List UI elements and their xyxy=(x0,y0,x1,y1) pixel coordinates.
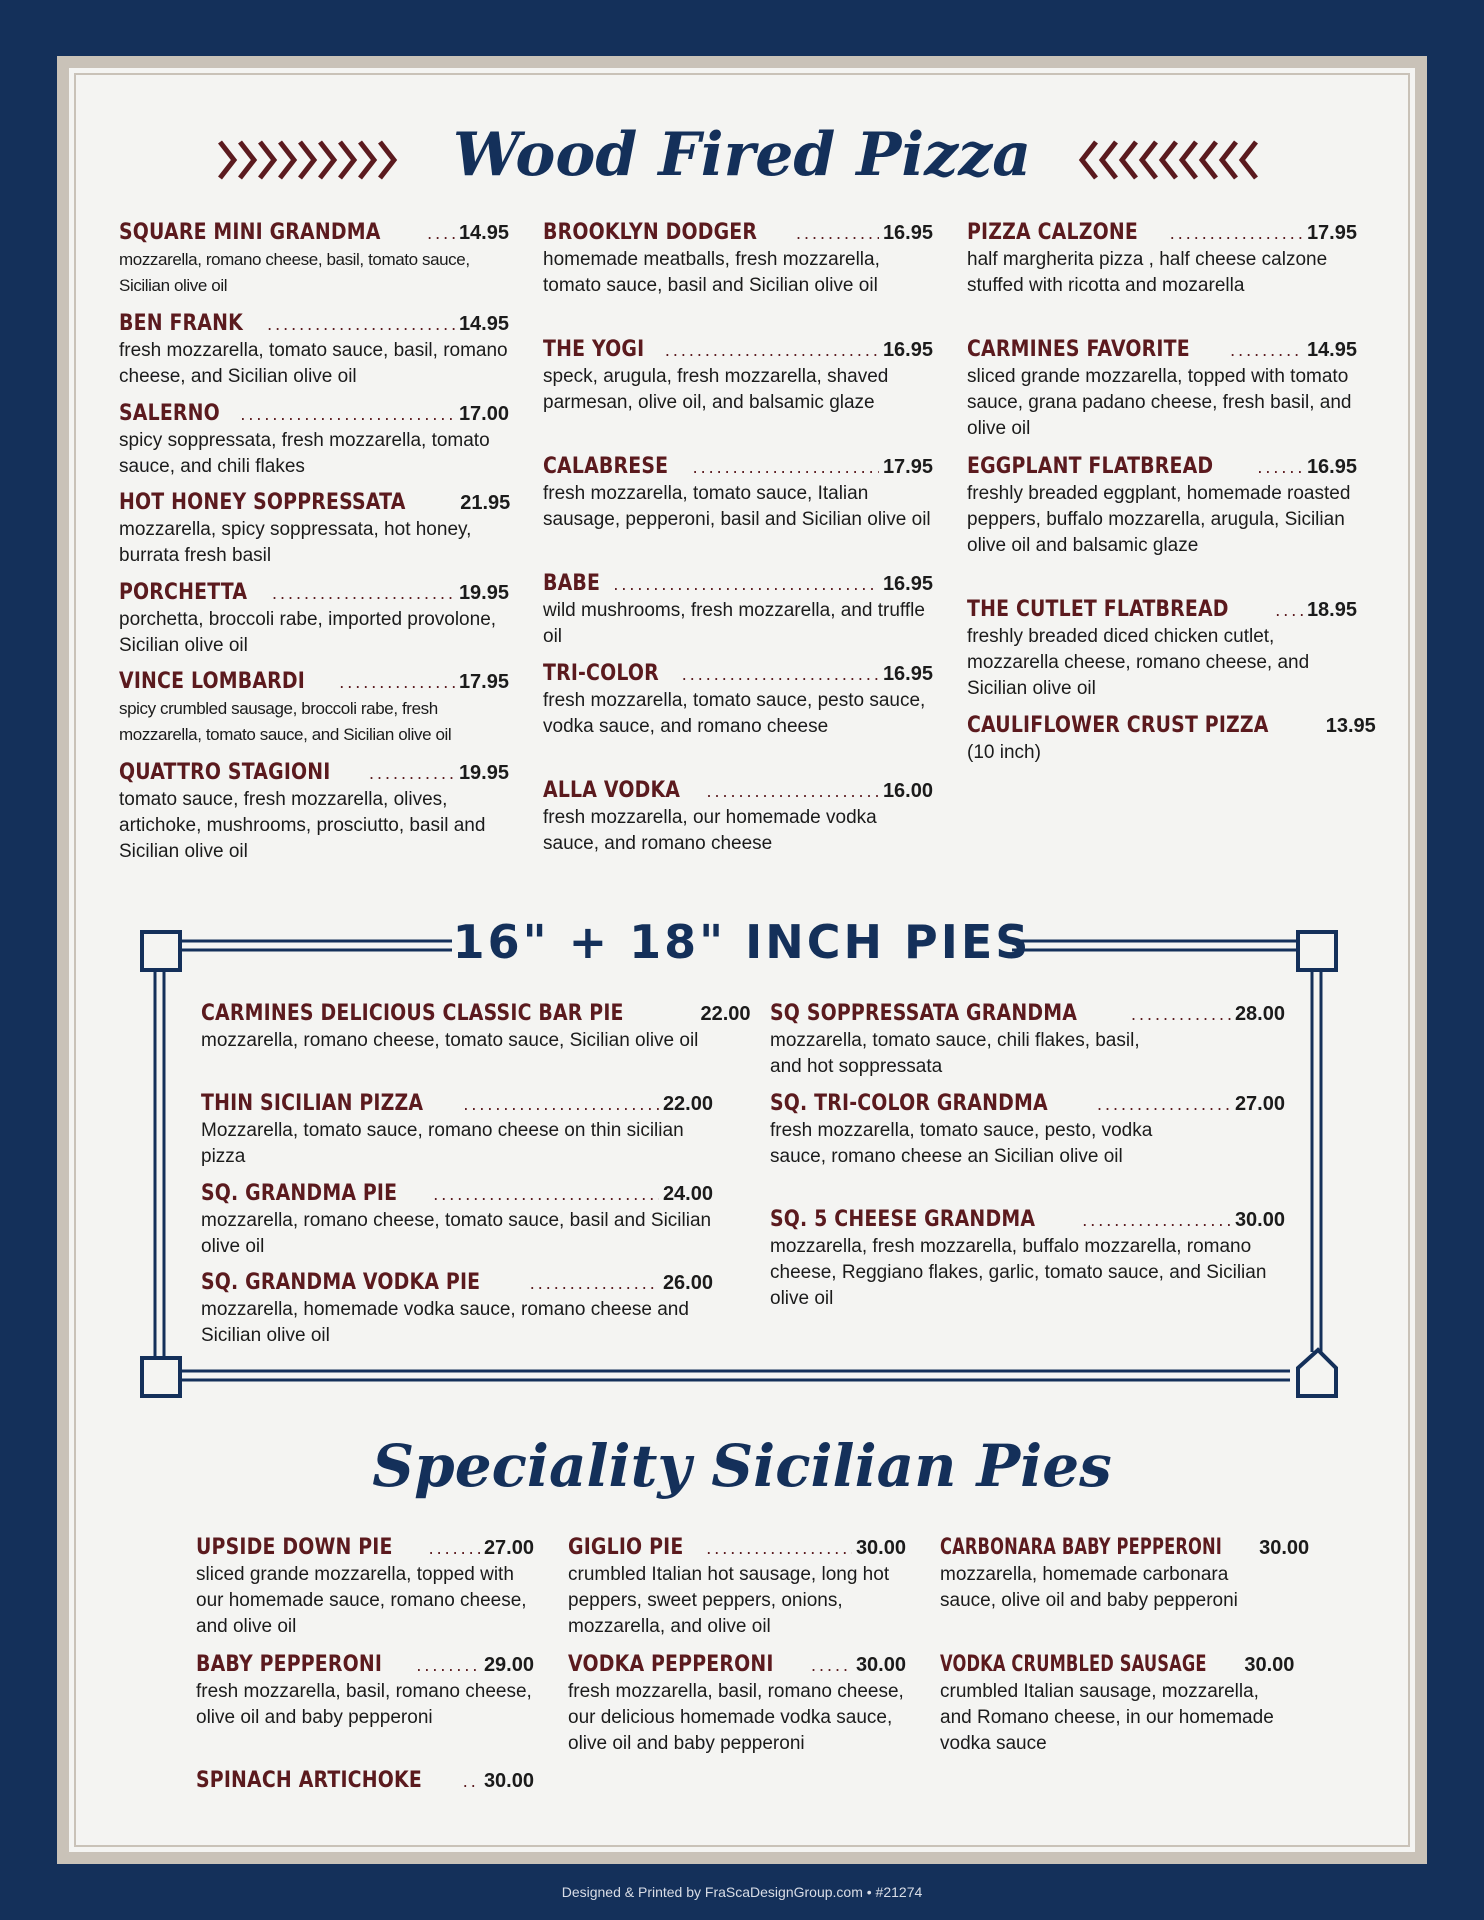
item-price: 14.95 xyxy=(1306,339,1357,361)
item-name: HOT HONEY SOPPRESSATA xyxy=(119,490,406,515)
item-name: BABY PEPPERONI xyxy=(196,1652,383,1677)
item-name: BROOKLYN DODGER xyxy=(543,220,758,245)
item-description: fresh mozzarella, tomato sauce, basil, romano cheese, and Sicilian olive oil xyxy=(119,340,508,387)
menu-item xyxy=(770,1001,1285,1080)
item-name: TRI-COLOR xyxy=(543,661,659,686)
item-description: Mozzarella, tomato sauce, romano cheese on thin sicilian pizza xyxy=(201,1120,684,1167)
item-price: 26.00 xyxy=(662,1272,713,1294)
item-description: porchetta, broccoli rabe, imported provolone, Sicilian olive oil xyxy=(119,609,497,656)
item-name: BABE xyxy=(543,571,601,596)
wood-fired-title: Wood Fired Pizza xyxy=(452,120,1032,190)
menu-item xyxy=(940,1652,1295,1757)
item-price: 22.00 xyxy=(662,1093,713,1115)
item-price: 19.95 xyxy=(458,582,509,604)
item-name: EGGPLANT FLATBREAD xyxy=(967,454,1214,479)
menu-item xyxy=(770,1091,1285,1170)
item-price: 16.00 xyxy=(882,780,933,802)
item-name: GIGLIO PIE xyxy=(568,1535,684,1560)
item-name: SQ. GRANDMA VODKA PIE xyxy=(201,1270,481,1295)
item-description: mozzarella, fresh mozzarella, buffalo mozzarella, romano cheese, Reggiano flakes, garlic, tomato sauce, and Sicilian olive oil xyxy=(770,1236,1267,1309)
item-name: VODKA PEPPERONI xyxy=(568,1652,774,1677)
item-price: 30.00 xyxy=(855,1537,906,1559)
item-description: fresh mozzarella, tomato sauce, Italian sausage, pepperoni, basil and Sicilian olive oil xyxy=(543,483,931,530)
menu-item xyxy=(568,1652,906,1757)
item-description: crumbled Italian hot sausage, long hot peppers, sweet peppers, onions, mozzarella, and olive oil xyxy=(568,1564,890,1637)
menu-item xyxy=(770,1207,1285,1312)
item-price: 16.95 xyxy=(882,573,933,595)
menu-item xyxy=(196,1768,534,1793)
item-description: spicy soppressata, fresh mozzarella, tomato sauce, and chili flakes xyxy=(119,430,490,477)
item-price: 13.95 xyxy=(1325,715,1376,737)
item-price: 17.95 xyxy=(458,671,509,693)
item-description: fresh mozzarella, basil, romano cheese, our delicious homemade vodka sauce, olive oil and baby pepperoni xyxy=(568,1681,904,1754)
item-description: speck, arugula, fresh mozzarella, shaved parmesan, olive oil, and balsamic glaze xyxy=(543,366,889,413)
item-price: 17.95 xyxy=(1306,222,1357,244)
item-name: CALABRESE xyxy=(543,454,669,479)
menu-item xyxy=(201,1270,713,1349)
item-price: 19.95 xyxy=(458,762,509,784)
item-price: 30.00 xyxy=(1234,1209,1285,1231)
menu-item xyxy=(196,1652,534,1731)
item-name: ALLA VODKA xyxy=(543,778,681,803)
item-name: VODKA CRUMBLED SAUSAGE xyxy=(940,1652,1207,1677)
item-price: 16.95 xyxy=(882,663,933,685)
menu-item xyxy=(940,1535,1310,1614)
item-price: 27.00 xyxy=(483,1537,534,1559)
item-name: SQ. GRANDMA PIE xyxy=(201,1181,398,1206)
item-description: fresh mozzarella, basil, romano cheese, olive oil and baby pepperoni xyxy=(196,1681,532,1728)
item-description: freshly breaded diced chicken cutlet, mozzarella cheese, romano cheese, and Sicilian olive oil xyxy=(967,626,1310,699)
speciality-title: Speciality Sicilian Pies xyxy=(372,1432,1112,1500)
item-name: SQ. 5 CHEESE GRANDMA xyxy=(770,1207,1036,1232)
item-price: 17.00 xyxy=(458,403,509,425)
item-description: mozzarella, romano cheese, tomato sauce, Sicilian olive oil xyxy=(201,1030,699,1051)
menu-item xyxy=(201,1181,713,1260)
item-description: fresh mozzarella, our homemade vodka sauce, and romano cheese xyxy=(543,807,877,854)
item-name: CARMINES FAVORITE xyxy=(967,337,1190,362)
item-name: THE YOGI xyxy=(543,337,645,362)
item-price: 29.00 xyxy=(483,1654,534,1676)
item-price: 18.95 xyxy=(1306,599,1357,621)
item-price: 22.00 xyxy=(700,1003,751,1025)
item-name: CAULIFLOWER CRUST PIZZA xyxy=(967,713,1269,738)
item-name: BEN FRANK xyxy=(119,311,243,336)
item-price: 17.95 xyxy=(882,456,933,478)
item-price: 16.95 xyxy=(882,339,933,361)
item-description: mozzarella, tomato sauce, chili flakes, basil, and hot soppressata xyxy=(770,1030,1140,1077)
item-name: THE CUTLET FLATBREAD xyxy=(967,597,1229,622)
menu-item xyxy=(568,1535,906,1640)
item-description: wild mushrooms, fresh mozzarella, and truffle oil xyxy=(543,600,925,647)
item-description: spicy crumbled sausage, broccoli rabe, fresh mozzarella, tomato sauce, and Sicilian olive oil xyxy=(119,699,452,744)
item-price: 27.00 xyxy=(1234,1093,1285,1115)
item-price: 30.00 xyxy=(855,1654,906,1676)
item-price: 16.95 xyxy=(882,222,933,244)
item-name: SPINACH ARTICHOKE xyxy=(196,1768,422,1793)
item-description: mozzarella, romano cheese, basil, tomato sauce, Sicilian olive oil xyxy=(119,250,470,295)
item-description: mozzarella, homemade carbonara sauce, olive oil and baby pepperoni xyxy=(940,1564,1238,1611)
item-description: freshly breaded eggplant, homemade roasted peppers, buffalo mozzarella, arugula, Sicilian olive oil and balsamic glaze xyxy=(967,483,1351,556)
item-name: PIZZA CALZONE xyxy=(967,220,1138,245)
item-price: 16.95 xyxy=(1306,456,1357,478)
item-name: SALERNO xyxy=(119,401,220,426)
footer-credit: Designed & Printed by FraScaDesignGroup.com • #21274 xyxy=(561,1884,923,1900)
menu-item xyxy=(196,1535,534,1640)
item-name: SQ. TRI-COLOR GRANDMA xyxy=(770,1091,1048,1116)
item-description: mozzarella, homemade vodka sauce, romano cheese and Sicilian olive oil xyxy=(201,1299,689,1346)
item-description: fresh mozzarella, tomato sauce, pesto, vodka sauce, romano cheese an Sicilian olive oil xyxy=(770,1120,1153,1167)
item-price: 28.00 xyxy=(1234,1003,1285,1025)
item-price: 14.95 xyxy=(458,222,509,244)
item-description: sliced grande mozzarella, topped with our homemade sauce, romano cheese, and olive oil xyxy=(196,1564,527,1637)
item-name: SQUARE MINI GRANDMA xyxy=(119,220,381,245)
menu-item xyxy=(201,1001,751,1054)
item-name: QUATTRO STAGIONI xyxy=(119,760,331,785)
inch-pies-title: 16" + 18" INCH PIES xyxy=(452,915,1032,969)
item-price: 21.95 xyxy=(460,492,511,514)
item-description: fresh mozzarella, tomato sauce, pesto sauce, vodka sauce, and romano cheese xyxy=(543,690,926,737)
item-name: VINCE LOMBARDI xyxy=(119,669,306,694)
item-description: tomato sauce, fresh mozzarella, olives, artichoke, mushrooms, prosciutto, basil and Sicilian olive oil xyxy=(119,789,486,862)
item-description: mozzarella, spicy soppressata, hot honey, burrata fresh basil xyxy=(119,519,472,566)
item-description: (10 inch) xyxy=(967,742,1041,763)
item-name: SQ SOPPRESSATA GRANDMA xyxy=(770,1001,1078,1026)
item-description: homemade meatballs, fresh mozzarella, tomato sauce, basil and Sicilian olive oil xyxy=(543,249,880,296)
item-description: mozzarella, romano cheese, tomato sauce, basil and Sicilian olive oil xyxy=(201,1210,712,1257)
item-name: UPSIDE DOWN PIE xyxy=(196,1535,393,1560)
menu-item xyxy=(201,1091,713,1170)
item-name: CARBONARA BABY PEPPERONI xyxy=(940,1535,1222,1560)
item-price: 30.00 xyxy=(483,1770,534,1792)
item-name: PORCHETTA xyxy=(119,580,248,605)
item-description: crumbled Italian sausage, mozzarella, and Romano cheese, in our homemade vodka sauce xyxy=(940,1681,1274,1754)
item-price: 24.00 xyxy=(662,1183,713,1205)
item-name: THIN SICILIAN PIZZA xyxy=(201,1091,424,1116)
item-price: 14.95 xyxy=(458,313,509,335)
item-price: 30.00 xyxy=(1259,1537,1310,1559)
item-description: sliced grande mozzarella, topped with tomato sauce, grana padano cheese, fresh basil, and olive oil xyxy=(967,366,1352,439)
item-description: half margherita pizza , half cheese calzone stuffed with ricotta and mozarella xyxy=(967,249,1328,296)
item-name: CARMINES DELICIOUS CLASSIC BAR PIE xyxy=(201,1001,624,1026)
item-price: 30.00 xyxy=(1244,1654,1295,1676)
